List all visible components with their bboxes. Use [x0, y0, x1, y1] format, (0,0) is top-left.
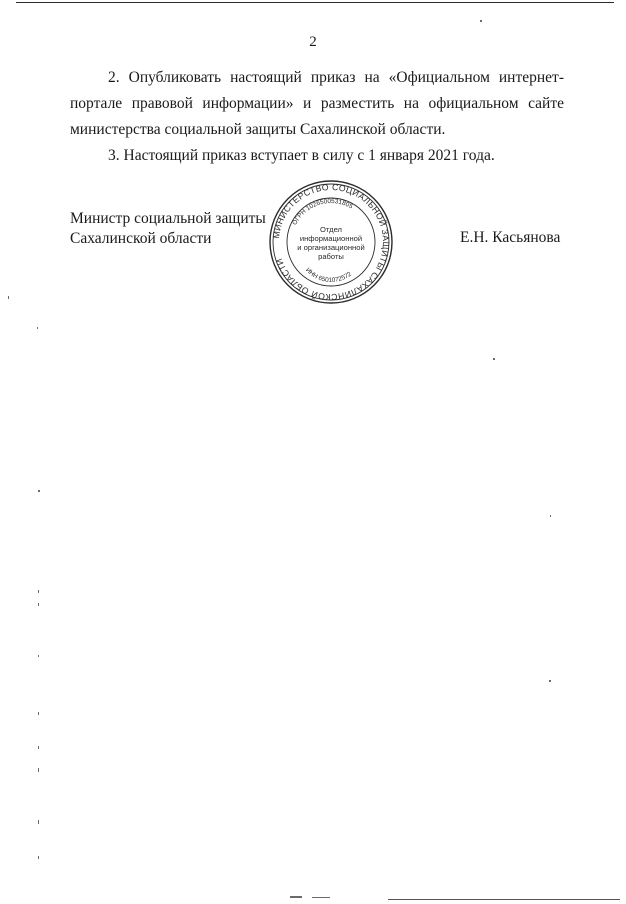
signatory-name: Е.Н. Касьянова [460, 229, 561, 246]
scan-speck [38, 712, 39, 715]
paragraph-effective-date: 3. Настоящий приказ вступает в силу с 1 января 2021 года. [108, 147, 495, 164]
signatory-title-line: Министр социальной защиты [70, 210, 266, 227]
scan-speck [38, 820, 39, 824]
seal-center-line: Отдел [320, 225, 342, 234]
scan-speck [38, 655, 39, 657]
official-seal-stamp [268, 179, 394, 305]
scan-speck [38, 603, 39, 606]
seal-center-line: информационной [299, 234, 363, 243]
scan-speck [8, 296, 9, 299]
paragraph-line: министерства социальной защиты Сахалинской области. [70, 121, 446, 138]
scan-speck [290, 896, 302, 898]
paragraph-line: портале правовой информации» и разместить на официальном сайте [70, 95, 564, 112]
scan-speck [312, 897, 330, 898]
paragraph-line: 2. Опубликовать настоящий приказ на «Официальном интернет- [108, 69, 564, 86]
seal-center-line: работы [318, 252, 344, 261]
seal-center-line: и организационной [297, 243, 365, 252]
seal-ogrn-text: ОГРН 1026500531805 [291, 197, 354, 227]
seal-inn-text: ИНН 6501072572 [304, 266, 353, 285]
signatory-title-line: Сахалинской области [70, 230, 212, 247]
signatory-title [70, 209, 266, 249]
page-bottom-edge-line [388, 899, 620, 900]
scan-speck [550, 515, 551, 517]
scan-speck [38, 768, 39, 772]
scan-speck [38, 856, 39, 859]
scan-speck [38, 746, 39, 749]
page-top-edge-line [16, 2, 614, 3]
svg-text:ОГРН 1026500531805 [291, 198, 354, 226]
page-number: 2 [309, 34, 317, 50]
seal-outer-text: МИНИСТЕРСТВО СОЦИАЛЬНОЙ ЗАЩИТЫ САХАЛИНСКОЙ ОБЛАСТИ [271, 181, 392, 303]
scan-speck [37, 327, 38, 329]
scan-speck [549, 680, 551, 682]
scan-speck [480, 20, 482, 22]
paragraph-publication [70, 65, 564, 143]
scan-speck [493, 358, 495, 360]
scan-speck [38, 590, 39, 593]
scan-speck [38, 490, 40, 492]
